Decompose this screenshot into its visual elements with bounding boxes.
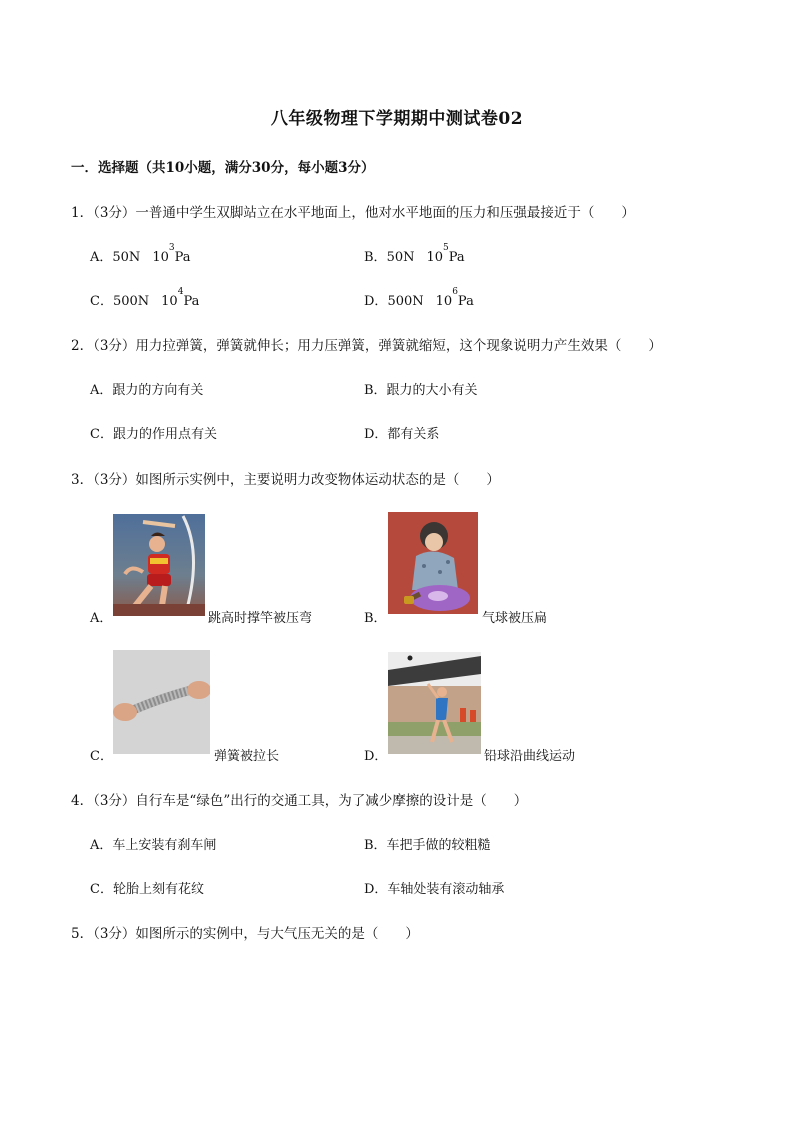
- q1-option-d: D．500N $10^6Pa$: [364, 287, 474, 309]
- q3-option-c-letter: C．: [90, 749, 113, 764]
- q3-option-b-caption: 气球被压扁: [482, 611, 548, 626]
- q1-option-c: C．500N $10^4Pa$: [90, 287, 200, 309]
- q4-option-a: A．车上安装有刹车闸: [90, 838, 217, 853]
- question-3-stem: 3．（3分）如图所示实例中，主要说明力改变物体运动状态的是（ ）: [71, 472, 500, 488]
- q4-option-b: B．车把手做的较粗糙: [364, 838, 491, 853]
- q4-option-d: D．车轴处装有滚动轴承: [364, 882, 505, 897]
- section-heading: 一．选择题（共10小题，满分30分，每小题3分）: [71, 160, 375, 176]
- question-2-stem: 2．（3分）用力拉弹簧，弹簧就伸长；用力压弹簧，弹簧就缩短，这个现象说明力产生效果（ ）: [71, 338, 662, 354]
- question-4-stem: 4．（3分）自行车是“绿色”出行的交通工具，为了减少摩擦的设计是（ ）: [71, 793, 528, 809]
- q2-option-b: B．跟力的大小有关: [364, 383, 478, 398]
- q3-option-a-letter: A．: [90, 611, 113, 626]
- q2-option-d: D．都有关系: [364, 427, 440, 442]
- page-title: 八年级物理下学期期中测试卷02: [270, 109, 524, 129]
- shot-put-photo: [388, 652, 481, 754]
- q3-option-d-caption: 铅球沿曲线运动: [484, 749, 576, 764]
- q2-option-c: C．跟力的作用点有关: [90, 427, 217, 442]
- q3-option-a-caption: 跳高时撑竿被压弯: [208, 611, 313, 626]
- q3-option-c-caption: 弹簧被拉长: [214, 749, 280, 764]
- q1-option-b: B．50N $10^5Pa$: [364, 243, 465, 265]
- q3-option-d-letter: D．: [364, 749, 388, 764]
- balloon-photo: [388, 512, 478, 614]
- q4-option-c: C．轮胎上刻有花纹: [90, 882, 204, 897]
- question-5-stem: 5．（3分）如图所示的实例中，与大气压无关的是（ ）: [71, 926, 419, 942]
- q1-option-a: A．50N $10^3Pa$: [90, 243, 191, 265]
- spring-photo: [113, 650, 210, 754]
- q2-option-a: A．跟力的方向有关: [90, 383, 204, 398]
- question-1-stem: 1．（3分）一普通中学生双脚站立在水平地面上，他对水平地面的压力和压强最接近于（ ）: [71, 205, 635, 221]
- pole-vault-photo: [113, 514, 205, 616]
- q3-option-b-letter: B．: [364, 611, 387, 626]
